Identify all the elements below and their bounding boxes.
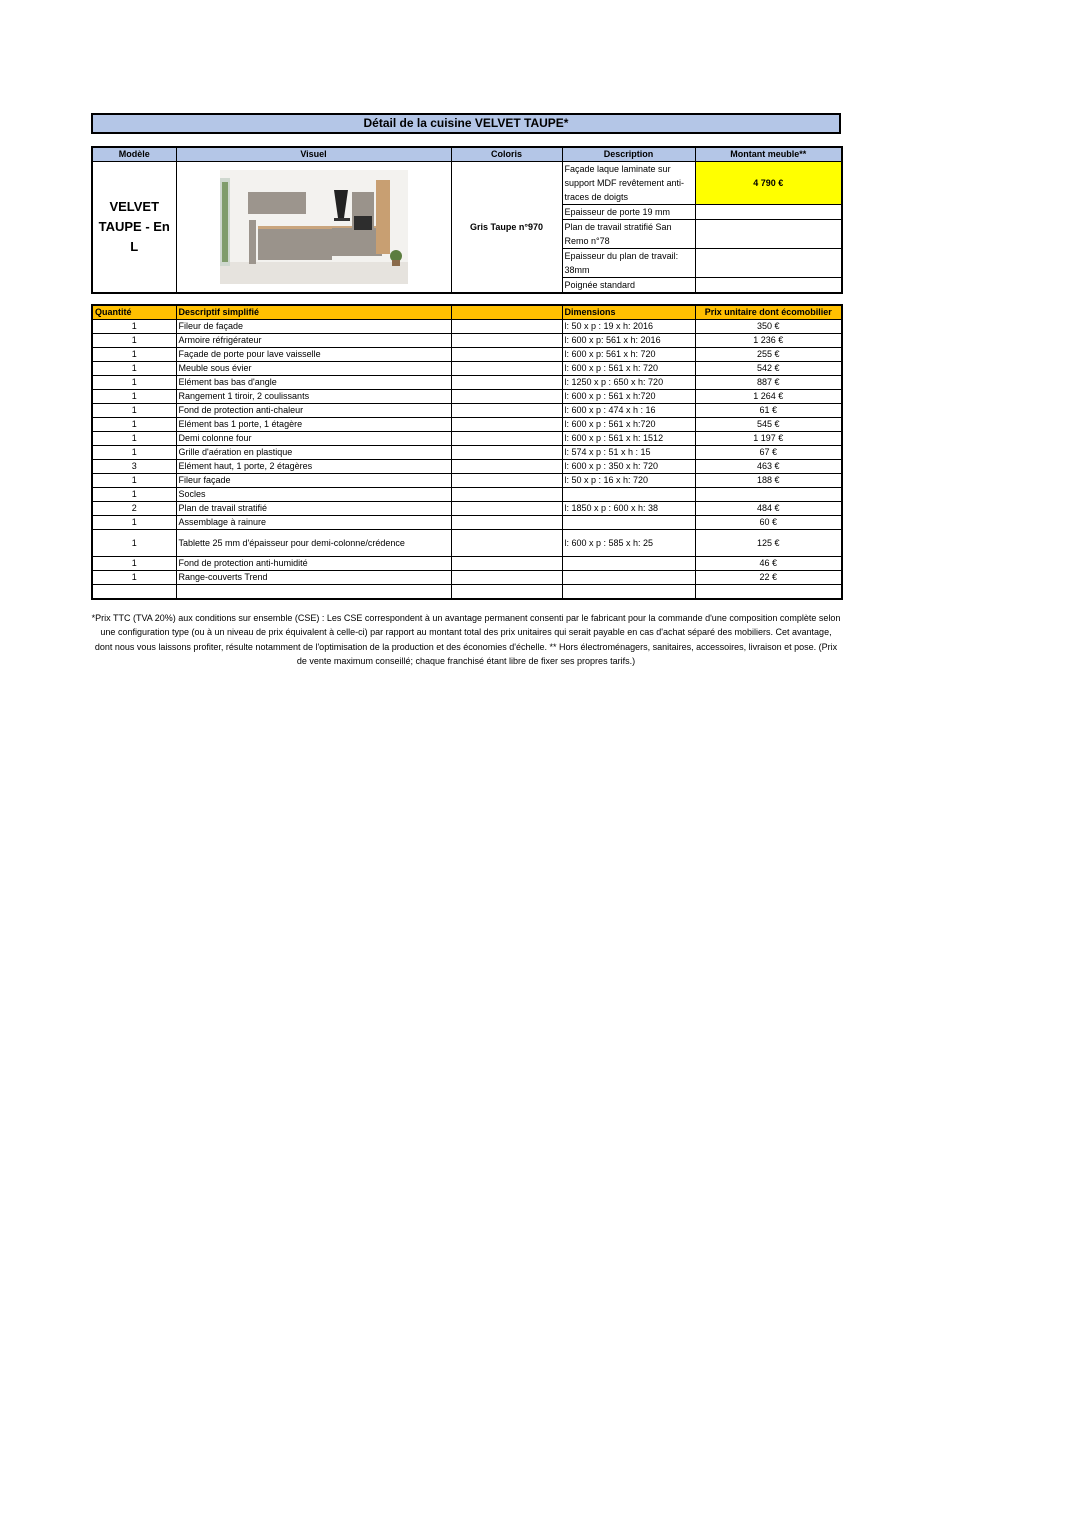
table-row bbox=[92, 488, 842, 502]
blank-cell bbox=[451, 320, 562, 334]
quantity-cell: 1 bbox=[92, 516, 176, 530]
montant-empty-cell bbox=[695, 220, 842, 249]
blank-cell bbox=[451, 362, 562, 376]
quantity-cell: 1 bbox=[92, 557, 176, 571]
table-row bbox=[92, 432, 842, 446]
table-row bbox=[92, 404, 842, 418]
blank-cell bbox=[451, 488, 562, 502]
dimensions-cell: l: 600 x p: 561 x h: 2016 bbox=[562, 334, 695, 348]
price-cell: 545 € bbox=[695, 418, 842, 432]
description-cell: Grille d'aération en plastique bbox=[176, 446, 451, 460]
price-cell: 46 € bbox=[695, 557, 842, 571]
blank-cell bbox=[451, 474, 562, 488]
dimensions-cell: l: 1250 x p : 650 x h: 720 bbox=[562, 376, 695, 390]
dimensions-cell bbox=[562, 557, 695, 571]
items-table bbox=[91, 304, 843, 600]
table-row bbox=[92, 334, 842, 348]
dimensions-cell: l: 600 x p : 561 x h: 720 bbox=[562, 362, 695, 376]
blank-cell bbox=[451, 446, 562, 460]
price-cell: 350 € bbox=[695, 320, 842, 334]
header-coloris: Coloris bbox=[451, 147, 562, 162]
description-cell: Rangement 1 tiroir, 2 coulissants bbox=[176, 390, 451, 404]
dimensions-cell bbox=[562, 571, 695, 585]
quantity-cell: 1 bbox=[92, 488, 176, 502]
quantity-cell bbox=[92, 585, 176, 600]
table-row bbox=[92, 362, 842, 376]
table-row bbox=[92, 418, 842, 432]
quantity-cell: 1 bbox=[92, 362, 176, 376]
table-row bbox=[92, 390, 842, 404]
dimensions-cell: l: 600 x p : 585 x h: 25 bbox=[562, 530, 695, 557]
description-cell: Range-couverts Trend bbox=[176, 571, 451, 585]
table-row bbox=[92, 446, 842, 460]
description-cell: Socles bbox=[176, 488, 451, 502]
quantity-cell: 2 bbox=[92, 502, 176, 516]
blank-cell bbox=[451, 432, 562, 446]
description-cell: Meuble sous évier bbox=[176, 362, 451, 376]
quantity-cell: 1 bbox=[92, 432, 176, 446]
description-cell: Façade de porte pour lave vaisselle bbox=[176, 348, 451, 362]
montant-empty-cell bbox=[695, 249, 842, 278]
price-cell: 1 197 € bbox=[695, 432, 842, 446]
dimensions-cell bbox=[562, 585, 695, 600]
dimensions-cell: l: 600 x p : 561 x h:720 bbox=[562, 390, 695, 404]
dimensions-cell: l: 600 x p : 561 x h: 1512 bbox=[562, 432, 695, 446]
price-cell: 1 236 € bbox=[695, 334, 842, 348]
items-header-row bbox=[92, 305, 842, 320]
table-row bbox=[92, 530, 842, 557]
kitchen-image bbox=[220, 170, 408, 284]
price-cell: 61 € bbox=[695, 404, 842, 418]
description-cell: Tablette 25 mm d'épaisseur pour demi-colonne/crédence bbox=[176, 530, 451, 557]
description-item: Poignée standard bbox=[562, 278, 695, 294]
price-cell: 125 € bbox=[695, 530, 842, 557]
summary-table bbox=[91, 146, 843, 294]
header-montant: Montant meuble** bbox=[695, 147, 842, 162]
header-prix: Prix unitaire dont écomobilier bbox=[695, 305, 842, 320]
description-item: Epaisseur de porte 19 mm bbox=[562, 205, 695, 220]
blank-cell bbox=[451, 502, 562, 516]
description-cell: Fond de protection anti-humidité bbox=[176, 557, 451, 571]
description-cell: Elément bas bas d'angle bbox=[176, 376, 451, 390]
quantity-cell: 1 bbox=[92, 530, 176, 557]
quantity-cell: 1 bbox=[92, 571, 176, 585]
description-cell: Elément haut, 1 porte, 2 étagères bbox=[176, 460, 451, 474]
quantity-cell: 1 bbox=[92, 390, 176, 404]
footnote: *Prix TTC (TVA 20%) aux conditions sur ensemble (CSE) : Les CSE correspondent à un avantage permanent consenti par le fabricant pour la commande d'une composition complète selon une configuration type (ou à un niveau de prix équivalent à celle-ci) par rapport au montant total des prix unitaires qui serait payable en cas d'achat séparé des mobiliers. Cet avantage, dont nous vous laissons profiter, résulte notamment de l'optimisation de la production et des économies d'échelle. ** Hors électroménagers, sanitaires, accessoires, livraison et pose. (Prix de vente maximum conseillé; chaque franchisé étant libre de fixer ses propres tarifs.) bbox=[91, 613, 841, 666]
dimensions-cell: l: 50 x p : 19 x h: 2016 bbox=[562, 320, 695, 334]
description-item: Plan de travail stratifié San Remo n°78 bbox=[562, 220, 695, 249]
dimensions-cell: l: 1850 x p : 600 x h: 38 bbox=[562, 502, 695, 516]
quantity-cell: 1 bbox=[92, 474, 176, 488]
montant-total: 4 790 € bbox=[695, 162, 842, 205]
model-name: VELVET TAUPE - En L bbox=[92, 162, 176, 294]
price-cell: 67 € bbox=[695, 446, 842, 460]
price-cell: 22 € bbox=[695, 571, 842, 585]
price-cell: 887 € bbox=[695, 376, 842, 390]
dimensions-cell: l: 50 x p : 16 x h: 720 bbox=[562, 474, 695, 488]
blank-cell bbox=[451, 516, 562, 530]
blank-cell bbox=[451, 585, 562, 600]
description-item: Epaisseur du plan de travail: 38mm bbox=[562, 249, 695, 278]
description-cell: Fileur façade bbox=[176, 474, 451, 488]
blank-cell bbox=[451, 390, 562, 404]
dimensions-cell: l: 600 x p: 561 x h: 720 bbox=[562, 348, 695, 362]
price-cell: 188 € bbox=[695, 474, 842, 488]
description-item: Façade laque laminate sur support MDF revêtement anti-traces de doigts bbox=[562, 162, 695, 205]
blank-cell bbox=[451, 418, 562, 432]
table-row bbox=[92, 348, 842, 362]
description-cell: Armoire réfrigérateur bbox=[176, 334, 451, 348]
blank-cell bbox=[451, 557, 562, 571]
price-cell bbox=[695, 585, 842, 600]
blank-cell bbox=[451, 571, 562, 585]
montant-empty-cell bbox=[695, 205, 842, 220]
page-title: Détail de la cuisine VELVET TAUPE* bbox=[91, 113, 841, 134]
dimensions-cell: l: 600 x p : 474 x h : 16 bbox=[562, 404, 695, 418]
description-cell: Fond de protection anti-chaleur bbox=[176, 404, 451, 418]
description-cell: Fileur de façade bbox=[176, 320, 451, 334]
header-descriptif: Descriptif simplifié bbox=[176, 305, 451, 320]
blank-cell bbox=[451, 404, 562, 418]
header-empty bbox=[451, 305, 562, 320]
quantity-cell: 1 bbox=[92, 376, 176, 390]
blank-cell bbox=[451, 376, 562, 390]
description-cell: Demi colonne four bbox=[176, 432, 451, 446]
kitchen-visual bbox=[176, 162, 451, 294]
dimensions-cell bbox=[562, 516, 695, 530]
description-cell: Elément bas 1 porte, 1 étagère bbox=[176, 418, 451, 432]
price-cell: 463 € bbox=[695, 460, 842, 474]
description-cell: Assemblage à rainure bbox=[176, 516, 451, 530]
quantity-cell: 3 bbox=[92, 460, 176, 474]
quantity-cell: 1 bbox=[92, 418, 176, 432]
table-row bbox=[92, 460, 842, 474]
price-cell bbox=[695, 488, 842, 502]
price-cell: 60 € bbox=[695, 516, 842, 530]
price-cell: 542 € bbox=[695, 362, 842, 376]
dimensions-cell: l: 574 x p : 51 x h : 15 bbox=[562, 446, 695, 460]
table-row bbox=[92, 502, 842, 516]
blank-cell bbox=[451, 460, 562, 474]
description-cell: Plan de travail stratifié bbox=[176, 502, 451, 516]
table-row bbox=[92, 585, 842, 600]
header-modele: Modèle bbox=[92, 147, 176, 162]
quantity-cell: 1 bbox=[92, 320, 176, 334]
dimensions-cell: l: 600 x p : 561 x h:720 bbox=[562, 418, 695, 432]
header-description: Description bbox=[562, 147, 695, 162]
blank-cell bbox=[451, 348, 562, 362]
description-cell bbox=[176, 585, 451, 600]
coloris-value: Gris Taupe n°970 bbox=[451, 162, 562, 294]
quantity-cell: 1 bbox=[92, 348, 176, 362]
montant-empty-cell bbox=[695, 278, 842, 294]
blank-cell bbox=[451, 334, 562, 348]
table-row bbox=[92, 571, 842, 585]
header-visuel: Visuel bbox=[176, 147, 451, 162]
table-row bbox=[92, 320, 842, 334]
header-quantite: Quantité bbox=[92, 305, 176, 320]
price-cell: 255 € bbox=[695, 348, 842, 362]
quantity-cell: 1 bbox=[92, 334, 176, 348]
price-cell: 1 264 € bbox=[695, 390, 842, 404]
table-row bbox=[92, 557, 842, 571]
price-cell: 484 € bbox=[695, 502, 842, 516]
blank-cell bbox=[451, 530, 562, 557]
dimensions-cell: l: 600 x p : 350 x h: 720 bbox=[562, 460, 695, 474]
summary-header-row bbox=[92, 147, 842, 162]
quantity-cell: 1 bbox=[92, 404, 176, 418]
table-row bbox=[92, 376, 842, 390]
header-dimensions: Dimensions bbox=[562, 305, 695, 320]
table-row bbox=[92, 516, 842, 530]
quantity-cell: 1 bbox=[92, 446, 176, 460]
dimensions-cell bbox=[562, 488, 695, 502]
table-row bbox=[92, 474, 842, 488]
